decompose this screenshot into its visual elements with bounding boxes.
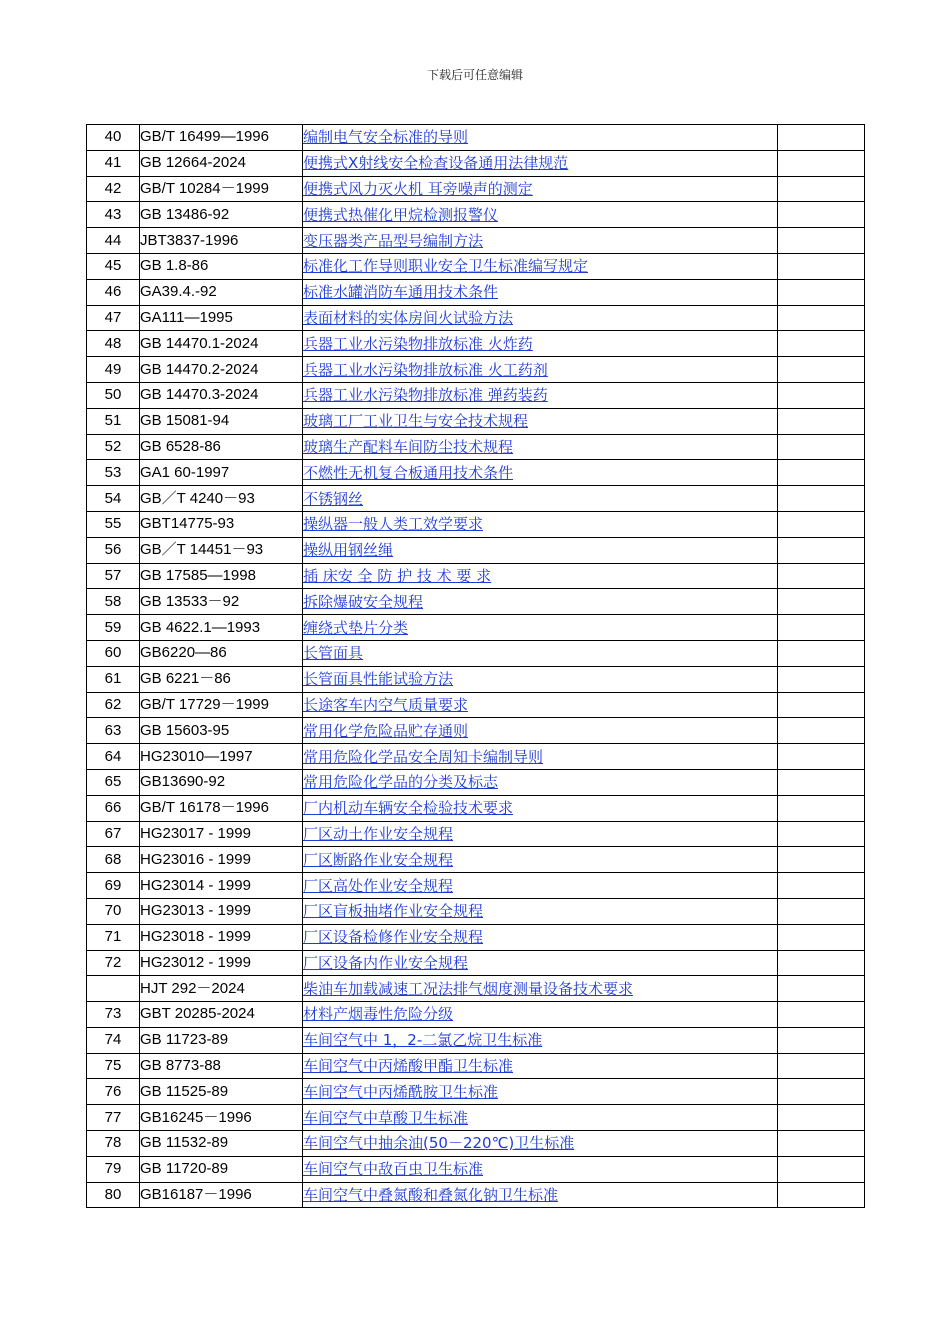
empty-cell bbox=[778, 228, 865, 254]
row-number: 44 bbox=[87, 228, 140, 254]
empty-cell bbox=[778, 718, 865, 744]
standard-code: GB 12664-2024 bbox=[140, 150, 303, 176]
standard-title-link[interactable]: 车间空气中丙烯酰胺卫生标准 bbox=[303, 1082, 499, 1101]
standard-title-cell bbox=[303, 769, 778, 795]
standard-title-link[interactable]: 便携式风力灭火机 耳旁噪声的测定 bbox=[303, 179, 533, 198]
empty-cell bbox=[778, 331, 865, 357]
table-row bbox=[87, 1156, 865, 1182]
standard-code: GBT14775-93 bbox=[140, 511, 303, 537]
standard-title-link[interactable]: 柴油车加载减速工况法排气烟度测量设备技术要求 bbox=[303, 979, 634, 998]
row-number: 78 bbox=[87, 1131, 140, 1157]
standard-title-cell bbox=[303, 1002, 778, 1028]
empty-cell bbox=[778, 666, 865, 692]
table-row bbox=[87, 821, 865, 847]
standard-code: GB 11525-89 bbox=[140, 1079, 303, 1105]
table-row bbox=[87, 847, 865, 873]
standard-title-link[interactable]: 常用危险化学品的分类及标志 bbox=[303, 773, 499, 792]
standard-title-cell bbox=[303, 1053, 778, 1079]
table-row bbox=[87, 1027, 865, 1053]
table-row bbox=[87, 1105, 865, 1131]
standard-title-cell bbox=[303, 382, 778, 408]
standard-title-link[interactable]: 厂区断路作业安全规程 bbox=[303, 850, 454, 869]
row-number bbox=[87, 976, 140, 1002]
standard-code: GB 13533－92 bbox=[140, 589, 303, 615]
standard-title-cell bbox=[303, 1156, 778, 1182]
row-number: 80 bbox=[87, 1182, 140, 1208]
standard-title-cell bbox=[303, 408, 778, 434]
standard-title-cell bbox=[303, 305, 778, 331]
empty-cell bbox=[778, 795, 865, 821]
standard-title-cell bbox=[303, 589, 778, 615]
standard-code: GB13690-92 bbox=[140, 769, 303, 795]
standard-title-link[interactable]: 兵器工业水污染物排放标准 弹药装药 bbox=[303, 386, 548, 405]
row-number: 52 bbox=[87, 434, 140, 460]
standard-code: GB 14470.3-2024 bbox=[140, 382, 303, 408]
standard-code: GB/T 16178－1996 bbox=[140, 795, 303, 821]
standard-title-link[interactable]: 常用危险化学品安全周知卡编制导则 bbox=[303, 747, 544, 766]
empty-cell bbox=[778, 305, 865, 331]
standard-title-link[interactable]: 厂区设备检修作业安全规程 bbox=[303, 928, 484, 947]
standard-code: HG23017 - 1999 bbox=[140, 821, 303, 847]
table-row bbox=[87, 976, 865, 1002]
standard-title-cell bbox=[303, 511, 778, 537]
table-row bbox=[87, 1002, 865, 1028]
standard-title-link[interactable]: 长管面具性能试验方法 bbox=[303, 670, 454, 689]
standard-title-cell bbox=[303, 718, 778, 744]
empty-cell bbox=[778, 1027, 865, 1053]
row-number: 57 bbox=[87, 563, 140, 589]
table-row bbox=[87, 924, 865, 950]
empty-cell bbox=[778, 873, 865, 899]
empty-cell bbox=[778, 1105, 865, 1131]
standard-title-cell bbox=[303, 228, 778, 254]
standard-title-cell bbox=[303, 331, 778, 357]
standard-title-cell bbox=[303, 666, 778, 692]
standard-title-cell bbox=[303, 924, 778, 950]
standard-title-link[interactable]: 编制电气安全标准的导则 bbox=[303, 128, 469, 147]
row-number: 53 bbox=[87, 460, 140, 486]
empty-cell bbox=[778, 1053, 865, 1079]
standard-title-cell bbox=[303, 176, 778, 202]
standard-title-link[interactable]: 厂区动土作业安全规程 bbox=[303, 824, 454, 843]
table-row bbox=[87, 1131, 865, 1157]
standard-title-cell bbox=[303, 253, 778, 279]
standard-code: GB/T 10284－1999 bbox=[140, 176, 303, 202]
empty-cell bbox=[778, 976, 865, 1002]
standard-title-link[interactable]: 车间空气中敌百虫卫生标准 bbox=[303, 1160, 484, 1179]
standard-title-cell bbox=[303, 615, 778, 641]
standard-title-link[interactable]: 标准水罐消防车通用技术条件 bbox=[303, 283, 499, 302]
empty-cell bbox=[778, 253, 865, 279]
standards-table-body bbox=[87, 125, 865, 1208]
standard-title-cell bbox=[303, 434, 778, 460]
standard-title-link[interactable]: 厂区高处作业安全规程 bbox=[303, 876, 454, 895]
standard-code: GB 1.8-86 bbox=[140, 253, 303, 279]
standard-code: GB 14470.1-2024 bbox=[140, 331, 303, 357]
standard-code: GB 15603-95 bbox=[140, 718, 303, 744]
standard-title-cell bbox=[303, 202, 778, 228]
standard-title-cell bbox=[303, 1027, 778, 1053]
empty-cell bbox=[778, 924, 865, 950]
empty-cell bbox=[778, 176, 865, 202]
row-number: 46 bbox=[87, 279, 140, 305]
standard-code: HG23010—1997 bbox=[140, 744, 303, 770]
standard-title-link[interactable]: 操纵器一般人类工效学要求 bbox=[303, 515, 484, 534]
empty-cell bbox=[778, 898, 865, 924]
empty-cell bbox=[778, 1182, 865, 1208]
table-row bbox=[87, 563, 865, 589]
row-number: 59 bbox=[87, 615, 140, 641]
empty-cell bbox=[778, 202, 865, 228]
table-row bbox=[87, 331, 865, 357]
standard-title-link[interactable]: 厂区设备内作业安全规程 bbox=[303, 953, 469, 972]
table-row bbox=[87, 176, 865, 202]
row-number: 62 bbox=[87, 692, 140, 718]
row-number: 79 bbox=[87, 1156, 140, 1182]
empty-cell bbox=[778, 408, 865, 434]
empty-cell bbox=[778, 1131, 865, 1157]
standard-title-cell bbox=[303, 563, 778, 589]
empty-cell bbox=[778, 357, 865, 383]
standard-code: GB 6528-86 bbox=[140, 434, 303, 460]
row-number: 68 bbox=[87, 847, 140, 873]
row-number: 71 bbox=[87, 924, 140, 950]
row-number: 60 bbox=[87, 640, 140, 666]
table-row bbox=[87, 305, 865, 331]
standard-title-link[interactable]: 材料产烟毒性危险分级 bbox=[303, 1005, 454, 1024]
row-number: 61 bbox=[87, 666, 140, 692]
table-row bbox=[87, 615, 865, 641]
empty-cell bbox=[778, 744, 865, 770]
standard-code: HG23018 - 1999 bbox=[140, 924, 303, 950]
empty-cell bbox=[778, 279, 865, 305]
standard-code: GA39.4.-92 bbox=[140, 279, 303, 305]
standard-code: HG23013 - 1999 bbox=[140, 898, 303, 924]
standard-title-cell bbox=[303, 1131, 778, 1157]
standard-code: GB 13486-92 bbox=[140, 202, 303, 228]
empty-cell bbox=[778, 1002, 865, 1028]
row-number: 56 bbox=[87, 537, 140, 563]
standard-title-cell bbox=[303, 125, 778, 151]
standard-title-link[interactable]: 标准化工作导则职业安全卫生标准编写规定 bbox=[303, 257, 589, 276]
standard-title-link[interactable]: 便携式X射线安全检查设备通用法律规范 bbox=[303, 154, 569, 173]
standard-code: HJT 292－2024 bbox=[140, 976, 303, 1002]
standard-title-cell bbox=[303, 150, 778, 176]
row-number: 54 bbox=[87, 486, 140, 512]
standard-title-link[interactable]: 常用化学危险品贮存通则 bbox=[303, 721, 469, 740]
row-number: 65 bbox=[87, 769, 140, 795]
standard-title-link[interactable]: 车间空气中草酸卫生标准 bbox=[303, 1108, 469, 1127]
row-number: 70 bbox=[87, 898, 140, 924]
standard-title-cell bbox=[303, 486, 778, 512]
table-row bbox=[87, 511, 865, 537]
standard-code: HG23012 - 1999 bbox=[140, 950, 303, 976]
table-row bbox=[87, 950, 865, 976]
standard-code: GB 11720-89 bbox=[140, 1156, 303, 1182]
table-row bbox=[87, 434, 865, 460]
row-number: 58 bbox=[87, 589, 140, 615]
table-row bbox=[87, 357, 865, 383]
standard-title-link[interactable]: 不燃性无机复合板通用技术条件 bbox=[303, 463, 514, 482]
table-row bbox=[87, 279, 865, 305]
standard-title-cell bbox=[303, 873, 778, 899]
table-row bbox=[87, 202, 865, 228]
standard-code: GB／T 4240－93 bbox=[140, 486, 303, 512]
table-row bbox=[87, 718, 865, 744]
table-row bbox=[87, 125, 865, 151]
row-number: 47 bbox=[87, 305, 140, 331]
standard-title-link[interactable]: 兵器工业水污染物排放标准 火炸药 bbox=[303, 334, 533, 353]
standard-title-link[interactable]: 长途客车内空气质量要求 bbox=[303, 695, 469, 714]
table-row bbox=[87, 795, 865, 821]
empty-cell bbox=[778, 460, 865, 486]
empty-cell bbox=[778, 615, 865, 641]
standard-title-cell bbox=[303, 898, 778, 924]
standard-title-cell bbox=[303, 460, 778, 486]
standard-title-link[interactable]: 车间空气中叠氮酸和叠氮化钠卫生标准 bbox=[303, 1186, 559, 1205]
standard-title-link[interactable]: 车间空气中 1，2-二氯乙烷卫生标准 bbox=[303, 1031, 543, 1050]
table-row bbox=[87, 1182, 865, 1208]
table-row bbox=[87, 150, 865, 176]
table-row bbox=[87, 769, 865, 795]
standard-title-link[interactable]: 玻璃工厂工业卫生与安全技术规程 bbox=[303, 412, 529, 431]
table-row bbox=[87, 408, 865, 434]
standard-title-cell bbox=[303, 1182, 778, 1208]
empty-cell bbox=[778, 950, 865, 976]
empty-cell bbox=[778, 640, 865, 666]
standard-title-link[interactable]: 长管面具 bbox=[303, 644, 364, 663]
row-number: 45 bbox=[87, 253, 140, 279]
empty-cell bbox=[778, 486, 865, 512]
row-number: 66 bbox=[87, 795, 140, 821]
standard-code: GB 8773-88 bbox=[140, 1053, 303, 1079]
row-number: 72 bbox=[87, 950, 140, 976]
row-number: 73 bbox=[87, 1002, 140, 1028]
table-row bbox=[87, 640, 865, 666]
empty-cell bbox=[778, 382, 865, 408]
standard-title-cell bbox=[303, 279, 778, 305]
row-number: 41 bbox=[87, 150, 140, 176]
standard-code: GB16245－1996 bbox=[140, 1105, 303, 1131]
standard-title-cell bbox=[303, 692, 778, 718]
empty-cell bbox=[778, 434, 865, 460]
empty-cell bbox=[778, 821, 865, 847]
table-row bbox=[87, 666, 865, 692]
table-row bbox=[87, 1079, 865, 1105]
standard-title-cell bbox=[303, 847, 778, 873]
table-row bbox=[87, 537, 865, 563]
page-header: 下载后可任意编辑 bbox=[426, 68, 523, 82]
standard-title-cell bbox=[303, 1079, 778, 1105]
standard-code: GB/T 17729－1999 bbox=[140, 692, 303, 718]
table-row bbox=[87, 744, 865, 770]
empty-cell bbox=[778, 125, 865, 151]
table-row bbox=[87, 898, 865, 924]
standard-title-link[interactable]: 厂区盲板抽堵作业安全规程 bbox=[303, 902, 484, 921]
standard-code: GBT 20285-2024 bbox=[140, 1002, 303, 1028]
standard-title-link[interactable]: 车间空气中丙烯酸甲酯卫生标准 bbox=[303, 1057, 514, 1076]
row-number: 64 bbox=[87, 744, 140, 770]
standard-title-cell bbox=[303, 744, 778, 770]
standard-code: GB16187－1996 bbox=[140, 1182, 303, 1208]
row-number: 43 bbox=[87, 202, 140, 228]
table-row bbox=[87, 228, 865, 254]
standard-title-link[interactable]: 兵器工业水污染物排放标准 火工药剂 bbox=[303, 360, 548, 379]
standard-title-link[interactable]: 便携式热催化甲烷检测报警仪 bbox=[303, 205, 499, 224]
standard-title-link[interactable]: 不锈钢丝 bbox=[303, 489, 364, 508]
row-number: 51 bbox=[87, 408, 140, 434]
standard-title-cell bbox=[303, 795, 778, 821]
row-number: 77 bbox=[87, 1105, 140, 1131]
table-row bbox=[87, 253, 865, 279]
standard-code: GA1 60-1997 bbox=[140, 460, 303, 486]
row-number: 76 bbox=[87, 1079, 140, 1105]
table-row bbox=[87, 692, 865, 718]
row-number: 63 bbox=[87, 718, 140, 744]
table-row bbox=[87, 486, 865, 512]
empty-cell bbox=[778, 589, 865, 615]
standard-title-link[interactable]: 车间空气中抽余油(50－220℃)卫生标准 bbox=[303, 1134, 575, 1153]
standard-title-cell bbox=[303, 537, 778, 563]
row-number: 42 bbox=[87, 176, 140, 202]
standards-table bbox=[86, 124, 865, 1208]
standard-title-link[interactable]: 操纵用钢丝绳 bbox=[303, 541, 394, 560]
table-row bbox=[87, 1053, 865, 1079]
empty-cell bbox=[778, 1156, 865, 1182]
standard-code: GB 14470.2-2024 bbox=[140, 357, 303, 383]
table-row bbox=[87, 382, 865, 408]
empty-cell bbox=[778, 563, 865, 589]
standard-code: JBT3837-1996 bbox=[140, 228, 303, 254]
table-row bbox=[87, 873, 865, 899]
row-number: 75 bbox=[87, 1053, 140, 1079]
standard-title-link[interactable]: 玻璃生产配料车间防尘技术规程 bbox=[303, 437, 514, 456]
row-number: 50 bbox=[87, 382, 140, 408]
standard-title-link[interactable]: 缠绕式垫片分类 bbox=[303, 618, 409, 637]
row-number: 69 bbox=[87, 873, 140, 899]
empty-cell bbox=[778, 537, 865, 563]
table-row bbox=[87, 589, 865, 615]
standard-title-link[interactable]: 拆除爆破安全规程 bbox=[303, 592, 424, 611]
empty-cell bbox=[778, 150, 865, 176]
empty-cell bbox=[778, 1079, 865, 1105]
standard-title-cell bbox=[303, 950, 778, 976]
standard-code: GA111—1995 bbox=[140, 305, 303, 331]
empty-cell bbox=[778, 692, 865, 718]
standard-title-link[interactable]: 变压器类产品型号编制方法 bbox=[303, 231, 484, 250]
standard-code: GB 4622.1—1993 bbox=[140, 615, 303, 641]
empty-cell bbox=[778, 847, 865, 873]
standard-code: HG23014 - 1999 bbox=[140, 873, 303, 899]
row-number: 55 bbox=[87, 511, 140, 537]
standard-code: GB 11532-89 bbox=[140, 1131, 303, 1157]
standard-code: HG23016 - 1999 bbox=[140, 847, 303, 873]
standard-code: GB／T 14451－93 bbox=[140, 537, 303, 563]
standard-code: GB 6221－86 bbox=[140, 666, 303, 692]
standard-title-cell bbox=[303, 1105, 778, 1131]
standard-code: GB/T 16499—1996 bbox=[140, 125, 303, 151]
standard-title-link[interactable]: 厂内机动车辆安全检验技术要求 bbox=[303, 799, 514, 818]
standard-title-link[interactable]: 表面材料的实体房间火试验方法 bbox=[303, 308, 514, 327]
row-number: 74 bbox=[87, 1027, 140, 1053]
standard-title-cell bbox=[303, 821, 778, 847]
standard-code: GB 17585—1998 bbox=[140, 563, 303, 589]
empty-cell bbox=[778, 769, 865, 795]
empty-cell bbox=[778, 511, 865, 537]
standard-title-cell bbox=[303, 357, 778, 383]
standard-title-cell bbox=[303, 640, 778, 666]
standard-code: GB6220—86 bbox=[140, 640, 303, 666]
standard-title-cell bbox=[303, 976, 778, 1002]
row-number: 40 bbox=[87, 125, 140, 151]
standard-code: GB 11723-89 bbox=[140, 1027, 303, 1053]
table-row bbox=[87, 460, 865, 486]
row-number: 49 bbox=[87, 357, 140, 383]
row-number: 48 bbox=[87, 331, 140, 357]
row-number: 67 bbox=[87, 821, 140, 847]
standard-title-link[interactable]: 插 床安 全 防 护 技 术 要 求 bbox=[303, 566, 492, 585]
standard-code: GB 15081-94 bbox=[140, 408, 303, 434]
